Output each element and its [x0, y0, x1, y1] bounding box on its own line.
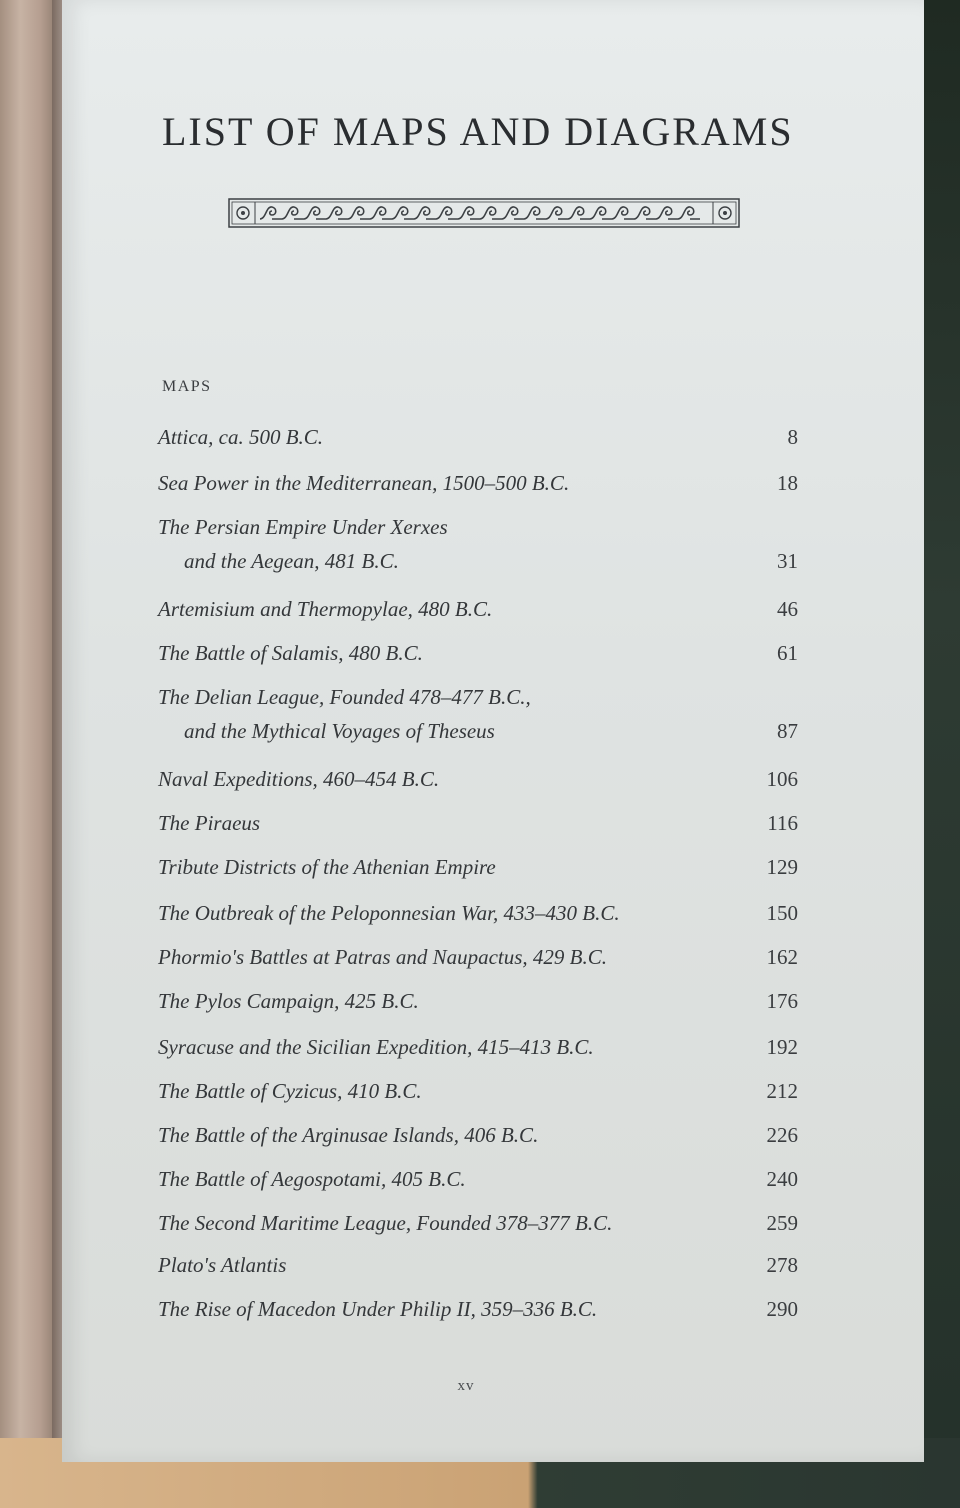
map-entry — [158, 1030, 798, 1064]
map-entry-page-number: 162 — [766, 945, 798, 969]
map-entry-page-number: 18 — [777, 471, 798, 495]
map-entry-page-number: 192 — [766, 1035, 798, 1059]
map-entry-page-number: 116 — [767, 811, 798, 835]
map-entry-title: The Battle of Cyzicus, 410 B.C. — [158, 1079, 422, 1103]
map-entry-title-continued: and the Aegean, 481 B.C. — [184, 549, 399, 573]
map-entry-page-number: 259 — [766, 1211, 798, 1235]
map-entry-page-number: 61 — [777, 641, 798, 665]
map-entry-title: The Outbreak of the Peloponnesian War, 433–430 B.C. — [158, 901, 620, 925]
map-entry-title: Syracuse and the Sicilian Expedition, 415–413 B.C. — [158, 1035, 594, 1059]
map-entry — [158, 896, 798, 930]
map-entry-page-number: 129 — [766, 855, 798, 879]
map-entry-title: Naval Expeditions, 460–454 B.C. — [158, 767, 440, 791]
map-entry-title: Artemisium and Thermopylae, 480 B.C. — [158, 597, 493, 621]
map-entry-page-number: 150 — [766, 901, 798, 925]
map-entry — [158, 1206, 798, 1240]
map-entry-page-number: 240 — [766, 1167, 798, 1191]
map-entry-title: The Battle of the Arginusae Islands, 406 B.C. — [158, 1123, 539, 1147]
map-entry — [158, 680, 798, 748]
map-entry — [158, 762, 798, 796]
previous-page-edge — [0, 0, 58, 1508]
map-entry-title: Phormio's Battles at Patras and Naupactus, 429 B.C. — [158, 945, 607, 969]
map-entry — [158, 420, 798, 454]
map-entry-title: The Battle of Aegospotami, 405 B.C. — [158, 1167, 466, 1191]
map-entry — [158, 1074, 798, 1108]
map-entry-title: Sea Power in the Mediterranean, 1500–500 B.C. — [158, 471, 570, 495]
book-page — [62, 0, 924, 1462]
map-entry-page-number: 31 — [777, 549, 798, 573]
map-entry — [158, 850, 798, 884]
map-entry-title-continued: and the Mythical Voyages of Theseus — [184, 719, 495, 743]
map-entry — [158, 1118, 798, 1152]
section-label-maps: MAPS — [162, 378, 212, 395]
map-entry-page-number: 46 — [777, 597, 798, 621]
map-entry-page-number: 87 — [777, 719, 798, 743]
page-number: xv — [457, 1378, 475, 1394]
map-entry-title: The Battle of Salamis, 480 B.C. — [158, 641, 423, 665]
map-entry — [158, 466, 798, 500]
map-entry — [158, 592, 798, 626]
map-entry — [158, 940, 798, 974]
map-entry-title: Attica, ca. 500 B.C. — [158, 425, 324, 449]
map-entry-page-number: 176 — [766, 989, 798, 1013]
maps-list — [62, 0, 924, 1462]
map-entry-title: The Rise of Macedon Under Philip II, 359–336 B.C. — [158, 1297, 598, 1321]
map-entry-page-number: 278 — [766, 1253, 798, 1277]
map-entry-title: Plato's Atlantis — [158, 1253, 287, 1277]
map-entry — [158, 1248, 798, 1282]
map-entry-title: The Second Maritime League, Founded 378–377 B.C. — [158, 1211, 613, 1235]
map-entry — [158, 806, 798, 840]
map-entry-page-number: 8 — [787, 425, 798, 449]
map-entry-page-number: 226 — [766, 1123, 798, 1147]
map-entry-title: Tribute Districts of the Athenian Empire — [158, 855, 496, 879]
map-entry — [158, 510, 798, 578]
map-entry — [158, 1162, 798, 1196]
map-entry-title: The Pylos Campaign, 425 B.C. — [158, 989, 419, 1013]
map-entry-title: The Persian Empire Under Xerxes — [158, 515, 448, 539]
map-entry — [158, 984, 798, 1018]
map-entry-page-number: 290 — [766, 1297, 798, 1321]
page-title: LIST OF MAPS AND DIAGRAMS — [162, 109, 794, 154]
map-entry — [158, 1292, 798, 1326]
map-entry — [158, 636, 798, 670]
map-entry-page-number: 212 — [766, 1079, 798, 1103]
map-entry-page-number: 106 — [766, 767, 798, 791]
map-entry-title: The Piraeus — [158, 811, 261, 835]
map-entry-title: The Delian League, Founded 478–477 B.C., — [158, 685, 531, 709]
